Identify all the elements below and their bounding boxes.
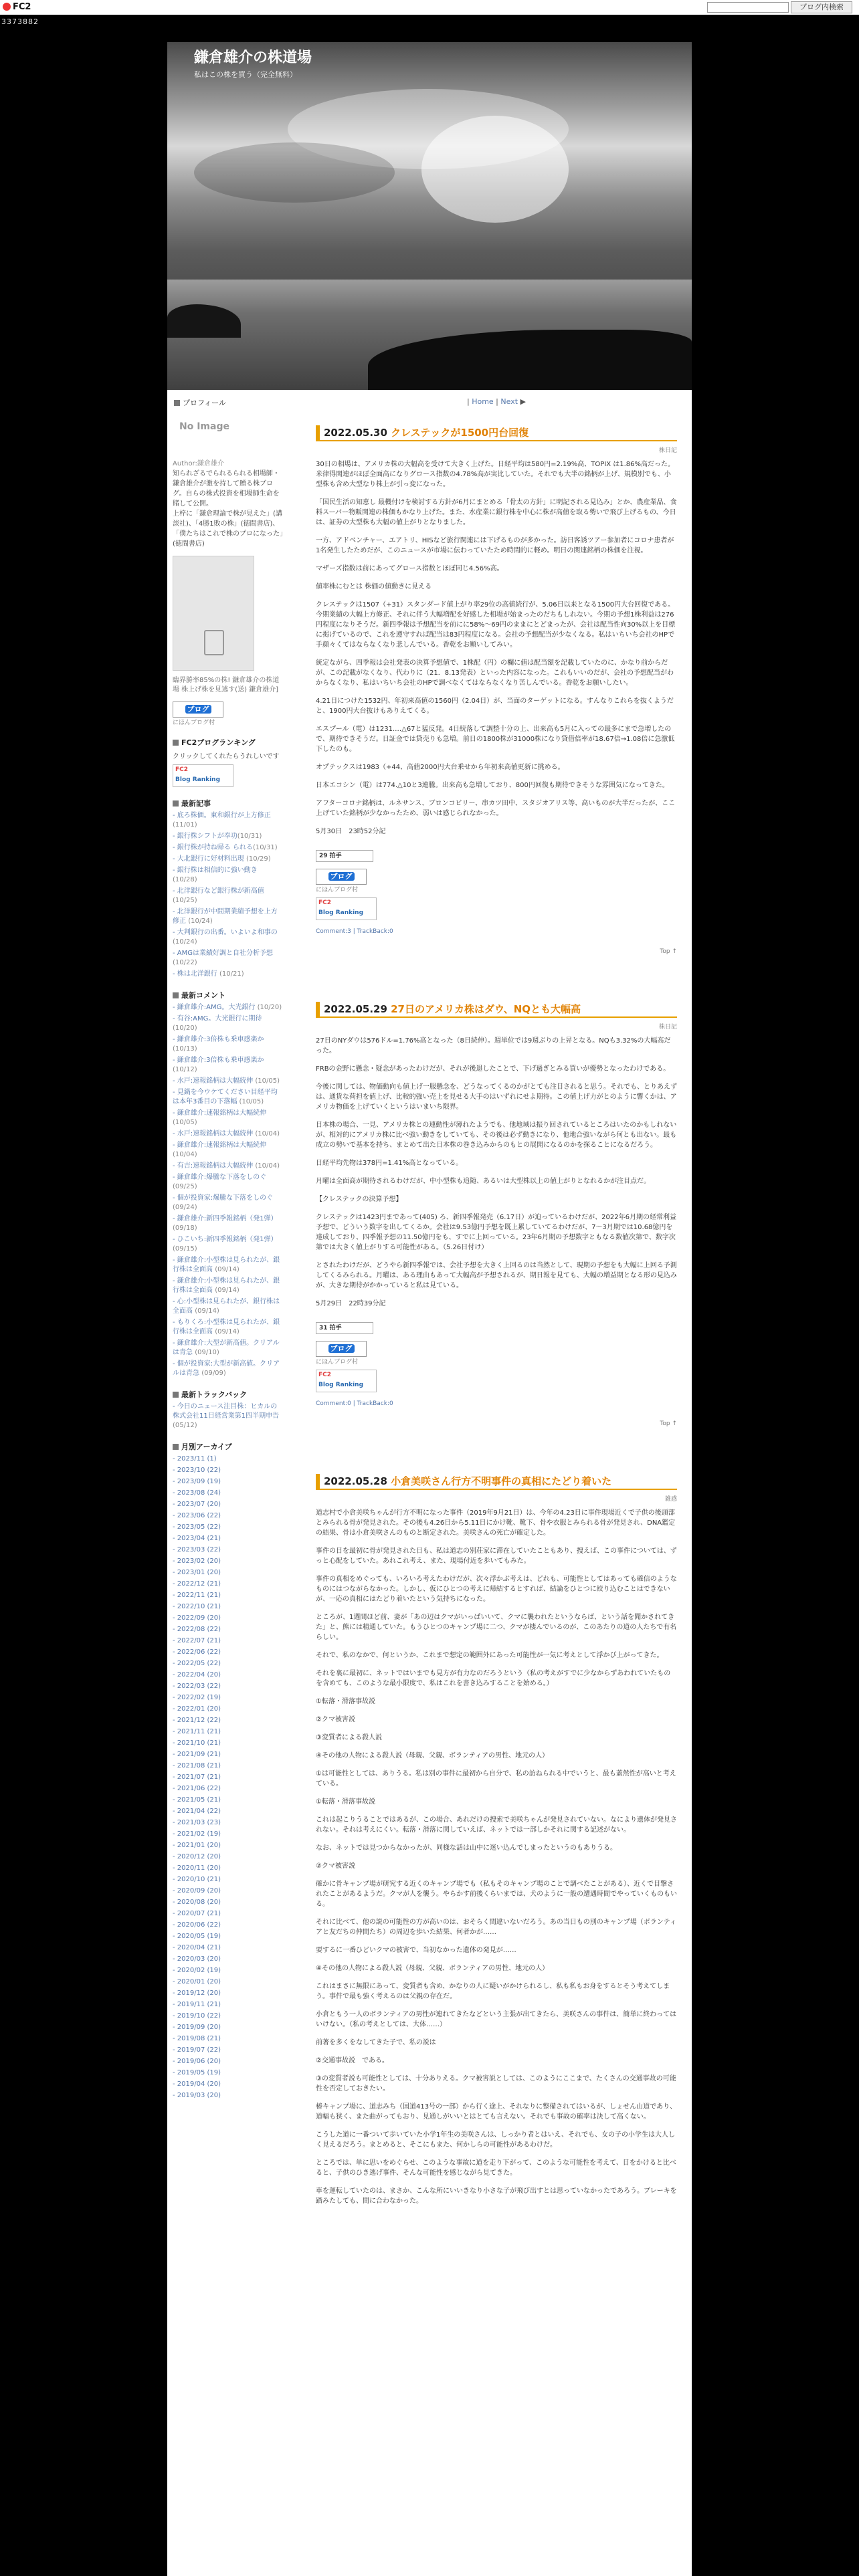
author-name: Author:鎌倉雄介 (173, 460, 224, 467)
archive-link[interactable]: - 2021/09 (21) (173, 1751, 221, 1758)
recent-post-link[interactable]: - 底ろ株価。東和銀行が上方修正 (11/01) (173, 812, 271, 829)
archive-link[interactable]: - 2020/04 (21) (173, 1944, 221, 1951)
fc2-ranking-logo: FC2 (175, 766, 189, 773)
archive-link[interactable]: - 2021/11 (21) (173, 1728, 221, 1735)
article-paragraph: 日本エコシン（電）は774.△10と3連騰。出来高も急増しており、800円回復も期待できそうな雰囲気になってきた。 (316, 782, 669, 789)
recent-comment-link[interactable]: - 個が投資家:大型が新高値。クリアルは青急 (09/09) (173, 1360, 280, 1377)
article-paragraph: 値率株にむとは 株価の値動きに見える (316, 583, 432, 591)
blog-title[interactable]: 鎌倉雄介の株道場 (194, 49, 312, 66)
fc2-logo-icon (3, 3, 11, 11)
archive-link[interactable]: - 2019/08 (21) (173, 2035, 221, 2042)
archive-link[interactable]: - 2021/12 (22) (173, 1717, 221, 1724)
archive-link[interactable]: - 2021/07 (21) (173, 1774, 221, 1781)
article-body (316, 459, 677, 837)
recent-comment-link[interactable]: - 鎌倉雄介:爆騰な下落をしのぐ (09/25) (173, 1174, 267, 1190)
article-paragraph: ①は可能性としては、ありうる。私は別の事件に最初から自分で、私の訪ねられる中でいうと、最も蓋然性が高いと考えている。 (316, 1770, 676, 1788)
item-date: (10/20) (173, 1025, 197, 1032)
article-paragraph: 「国民生活の知恵し 最機付けを検討する方針が6月にまとめる「骨太の方針」に明記される見込み」とか、農産業品、食料スーパー物販関連の株価もかなり上げた。また、水産業に銀行株を中心に株が高値を取る勢いで飛び上げるもの、今日は、証券の大型株も大幅の値上がりとなりました。 (316, 499, 677, 526)
recent-posts-list (173, 811, 283, 979)
fc2-ranking-label: Blog Ranking (318, 909, 364, 916)
trackback-heading: 最新トラックバック (173, 1389, 283, 1400)
blogmura-label: ブログ (185, 705, 211, 714)
blog-page (167, 42, 692, 2576)
article-paragraph: 日本株の場合、一見、アメリカ株との連動性が薄れたようでも、他地域は振り回されているところはいたのかもしれないが、相対的にアメリカ株に比べ強い動きをしていても、その後は必ず動きになり、他地合強いながら何とも出ない。最も成立の勢いで基本を持ち、まとめて出た日本株の巻き込みからのもとの展開になるのかを探ることになるだろう。 (316, 1121, 677, 1149)
article-actions (316, 1322, 677, 1392)
book-cover[interactable] (173, 556, 254, 671)
article-heading (316, 1474, 677, 1490)
article-paragraph: 道志村で小倉美咲ちゃんが行方不明になった事件（2019年9月21日）は、今年の4.23日に事件現場近くで子供の後頭部とみられる骨が発見された。その後も4.26日から5.11日にかけ靴、靴下、骨や衣服とみられる骨が発見され、DNA鑑定の結果、骨は小倉美咲さんのものと断定された。美咲さんの死亡が確定した。 (316, 1509, 676, 1537)
main-content (316, 425, 677, 2214)
article-paragraph: 事件の日を最初に骨が発見された日も、私は道志の別荘家に滞在していたこともあり、捜えば、この事件については、ずっと心配をしていた。あれこれ考え、また、現場付近を歩いてもみた。 (316, 1547, 677, 1565)
article-paragraph: ところでは、単に思いをめぐらせ、このような事故に道を走り下がって、このような可能性を考えて、目をかけると比べると、子供のひき逃げ事件、そんな可能性を感じながら見てきた。 (316, 2159, 676, 2177)
recent-post-link[interactable]: - 大北銀行に好材料出現 (10/29) (173, 855, 271, 863)
fc2-ranking-banner[interactable] (173, 764, 233, 787)
archive-link[interactable]: - 2020/07 (21) (173, 1910, 221, 1917)
article-category[interactable]: 株日記 (658, 447, 677, 454)
article-paragraph: ④その他の人物による殺人説（母親、父親、ボランティアの男性、地元の人） (316, 1752, 549, 1759)
fc2-topbar (0, 0, 859, 15)
fc2-ranking-logo: FC2 (318, 899, 332, 906)
archive-link[interactable]: - 2019/04 (20) (173, 2080, 221, 2088)
archive-link[interactable]: - 2023/06 (22) (173, 1512, 221, 1519)
archive-link[interactable]: - 2021/01 (20) (173, 1842, 221, 1849)
fc2-ranking-banner[interactable] (316, 897, 377, 920)
recent-post-link[interactable]: - 銀行株シフトが奉功(10/31) (173, 833, 262, 840)
archive-link[interactable]: - 2020/09 (20) (173, 1887, 221, 1895)
recent-post-link[interactable]: - 株は北洋銀行 (10/21) (173, 970, 244, 978)
recent-post-link[interactable]: - 北洋銀行が中間期業績予想を上方修正 (10/24) (173, 908, 278, 925)
blog-article (316, 425, 677, 955)
fc2-ranking-banner[interactable] (316, 1370, 377, 1392)
article-paragraph: 椿キャンプ場に、道志みち（国道413号の一部）から行く途上、それなりに整備されてはいるが、しょせん山道であり、道幅も狭く、また曲がってもおり、見通しがいいとはとても言えない。それでも事故の確率は決して高くない。 (316, 2103, 677, 2121)
trackback-list (173, 1402, 283, 1430)
article-body (316, 1508, 677, 2206)
article-title-link[interactable]: クレステックが1500円台回復 (391, 427, 529, 439)
author-books: 上梓に「鎌倉理論で株が見えた」(講談社)、「4勝1敗の株」(徳間書店)、「僕たちはこれで株のプロになった」(徳間書店) (173, 510, 283, 548)
comment-trackback-links[interactable]: Comment:0 | TrackBack:0 (316, 1400, 393, 1407)
archive-link[interactable]: - 2022/05 (22) (173, 1660, 221, 1667)
archive-link[interactable]: - 2020/11 (20) (173, 1864, 221, 1872)
archive-heading: 月別アーカイブ (173, 1441, 283, 1452)
recent-comments-list (173, 1003, 283, 1378)
blogmura-label: ブログ (328, 872, 355, 881)
recent-comment-link[interactable]: - もりくろ:小型株は見られたが、銀行株は全面高 (09/14) (173, 1319, 280, 1335)
comment-trackback-links[interactable]: Comment:3 | TrackBack:0 (316, 928, 393, 935)
archive-link[interactable]: - 2022/09 (20) (173, 1614, 221, 1622)
recent-post-link[interactable]: - 北洋銀行など銀行株が新高値 (10/25) (173, 887, 264, 904)
archive-link[interactable]: - 2020/02 (19) (173, 1967, 221, 1974)
archive-link[interactable]: - 2021/03 (23) (173, 1819, 221, 1826)
article-paragraph: なお、ネットでは見つからなかったが、同様な話は山中に迷い込んでしまったというのもありうる。 (316, 1844, 617, 1852)
article-paragraph: 30日の相場は、アメリカ株の大幅高を受けて大きく上げた。日経平均は580円=2.19%高、TOPIX は1.86%高だった。米律得関連がほぼ全面高になりグロース指数の4.78%高が実比していた。それでも大半の銘柄が上げ、規模別でも、小型株も含め大型なり株上が引っ変になった。 (316, 461, 675, 488)
article-body (316, 1036, 677, 1309)
article-paragraph: ①転落・滑落事故説 (316, 1798, 375, 1806)
back-to-top-link[interactable]: Top ↑ (660, 948, 677, 955)
item-date: (10/05) (173, 1119, 197, 1126)
item-date: (10/29) (246, 855, 271, 863)
blog-header (167, 42, 692, 390)
archive-link[interactable]: - 2021/06 (22) (173, 1785, 221, 1792)
archive-link[interactable]: - 2022/03 (22) (173, 1683, 221, 1690)
fc2-ranking-label: Blog Ranking (318, 1382, 364, 1388)
archive-link[interactable]: - 2023/09 (19) (173, 1478, 221, 1485)
article-actions (316, 850, 677, 920)
document-icon (204, 630, 224, 655)
archive-link[interactable]: - 2023/01 (20) (173, 1569, 221, 1576)
article-paragraph: クレステックは1507（+31）スタンダード値上がり率29位の高値続行が、5.06日以来となる1500円大台回復である。今期業績の大幅上方修正、それに伴う大幅増配を好感した相場が始まったのだちもしれない。今期の予想1株利益は276円程度になりそうだ。新四季報は予想配当を前にに58%〜69円のままにとどまったが、会社は配当性向30%以上を目標に掲げているので、これを遵守すれば配当は83円程度になる。会社の予想配当が少なくなる。私はいちいち会社のHPで手顔々くてはならなくなり悲しんでいる。香乾をお願いしてみい。 (316, 601, 676, 649)
article-paragraph: 車を運転していたのは、まさか、こんな所にいいきなり小さな子が飛び出すとは思っていなかったであろう。ブレーキを踏みたしても、間に合わなかった。 (316, 2187, 677, 2205)
archive-link[interactable]: - 2020/08 (20) (173, 1899, 221, 1906)
square-bullet-icon (174, 400, 180, 406)
recent-comment-link[interactable]: - 鎌倉雄介:小型株は見られたが、銀行株は全面高 (09/14) (173, 1277, 280, 1294)
article-paragraph: 今後に関しては、物価動向も値上げ一服懸念を、どうなってくるのかがとても注目されると思う。それでも、とりあえずは、通貨な荷担を値上げ、比較的強い売上を見せる大手のはいずれにせよ期待。この値上げ力がとのように響くかは、アメリカ物価を上げていくというはいまいち限界。 (316, 1083, 677, 1111)
article-paragraph: 小倉ともう一人のボランティアの男性が連れてきたなどという主張が出てきたら、美咲さんの事件は、簡単に終わってはいけない。（私の考えとしては、大体……） (316, 2011, 677, 2028)
blogmura-label: ブログ (328, 1344, 355, 1353)
square-bullet-icon (173, 800, 179, 807)
home-link[interactable]: Home (472, 397, 494, 406)
sky-cloud (421, 116, 569, 223)
archive-link[interactable]: - 2021/02 (19) (173, 1830, 221, 1838)
blog-article (316, 1002, 677, 1427)
item-date: (10/24) (188, 918, 213, 925)
article-title-link[interactable]: 小倉美咲さん行方不明事件の真相にたどり着いた (391, 1475, 612, 1487)
recent-comment-link[interactable]: - 有谷:AMG。大光銀行に期待 (10/20) (173, 1015, 262, 1032)
square-bullet-icon (173, 1392, 179, 1398)
trackback-link[interactable]: - 今日のニュース注目株：ヒカルの株式会社11日経営業第1四半期申告 (05/12) (173, 1403, 280, 1429)
article-category[interactable]: 雑感 (664, 1496, 677, 1503)
recent-comment-link[interactable]: - 水戸:速報銘柄は大幅続伸 (10/04) (173, 1130, 280, 1138)
article-paragraph: ③の変質者説も可能性としては、十分ありえる。クマ被害説としては、このようにここまで、たくさんの交通事故の可能性を否定しておきたい。 (316, 2075, 676, 2092)
recent-comment-link[interactable]: - 鎌倉雄介:速報銘柄は大幅続伸 (10/05) (173, 1109, 267, 1126)
item-date: (09/14) (215, 1287, 240, 1294)
archive-link[interactable]: - 2022/07 (21) (173, 1637, 221, 1644)
archive-link[interactable]: - 2023/08 (24) (173, 1489, 221, 1497)
article-paragraph: クレステックは1423円まであって(405) ろ、新四季報発売（6.17日）が迫っているわけだが、2022年6月期の経常利益予想で、どういう数字を出してくるか。会社は9.53億円予想を既上累していてるわけだが、7～3月期では10.68億円を達成しており、四季報予想の11.50億円をも、すでに上回っている。23年6月期の予想数字ともなる数値次第で、数字次第では大きく値上がりする可能性がある。（5.26日付け） (316, 1214, 676, 1251)
item-date: (09/14) (215, 1328, 240, 1335)
article-heading (316, 1002, 677, 1018)
recent-comment-link[interactable]: - 鎌倉雄介:3倍株も乗車感楽か (10/13) (173, 1036, 264, 1053)
article-paragraph: ④その他の人物による殺人説（母親、父親、ボランティアの男性、地元の人） (316, 1965, 549, 1972)
archive-link[interactable]: - 2019/03 (20) (173, 2092, 221, 2099)
article-paragraph: 5月29日 22時39分記 (316, 1300, 386, 1307)
blogmura-banner[interactable] (316, 869, 367, 885)
blogmura-banner[interactable] (173, 702, 223, 718)
recent-post-link[interactable]: - AMGは業績好調と自社分析予想 (10/22) (173, 950, 274, 966)
blog-article (316, 1474, 677, 2206)
archive-link[interactable]: - 2019/05 (19) (173, 2069, 221, 2076)
item-date: (10/31) (237, 833, 262, 840)
article-paragraph: それに比べて、他の説の可能性の方が高いのは、おそらく間違いないだろう。あの当日もの別のキャンプ場（ボランティアと友だちの仲間たち）の周辺を歩いた結果、何者かが…… (316, 1919, 676, 1936)
article-paragraph: 要するに一番ひどいクマの被害で、当初なかった遺体の発見が…… (316, 1947, 516, 1954)
article-paragraph: 【クレステックの決算予想】 (316, 1196, 403, 1203)
clap-button[interactable]: 31 拍手 (316, 1322, 373, 1334)
archive-link[interactable]: - 2023/05 (22) (173, 1523, 221, 1531)
item-date: (10/21) (219, 970, 244, 978)
article-paragraph: 統定ながら、四季報は会社発表の決算予想値で、1株配（円）の欄に値は配当額を記載していたのに、かなり前からだが、この記載がなくなり、代わりに（21．8.13発表）といった内容になった。これもいいのだが、会社の予想配当がわからなくなり、私はいちいち会社のHPで調べなくてはならなくなり苦しんでいる。香乾をお願いしたい。 (316, 659, 674, 687)
recent-comment-link[interactable]: - 鎌倉雄介:新四季報銘柄（発1弾）(09/18) (173, 1215, 278, 1232)
archive-link[interactable]: - 2019/12 (20) (173, 1990, 221, 1997)
item-date: (09/14) (215, 1266, 240, 1273)
blogmura-banner[interactable] (316, 1341, 367, 1357)
archive-link[interactable]: - 2020/05 (19) (173, 1933, 221, 1940)
archive-link[interactable]: - 2023/10 (22) (173, 1467, 221, 1474)
article-paragraph: こうした道に一番ついて歩いていた小学1年生の美咲さんは、しっかり者とはいえ、それでも、女の子の小学生は大人しく見えるだろう。まとめると、そこにもまた、何かしらの可能性があるわけだ。 (316, 2131, 675, 2149)
fc2-ranking-label: Blog Ranking (175, 776, 221, 783)
archive-link[interactable]: - 2020/03 (20) (173, 1955, 221, 1963)
archive-link[interactable]: - 2022/10 (21) (173, 1603, 221, 1610)
sky-cloud (194, 142, 395, 203)
item-date: (09/24) (173, 1204, 197, 1211)
recent-comment-link[interactable]: - 鎌倉雄介:大型が新高値。クリアルは青急 (09/10) (173, 1339, 280, 1356)
blogmura-caption: にほんブログ村 (316, 887, 359, 893)
item-date: (05/12) (173, 1422, 197, 1429)
recent-comment-link[interactable]: - 心:小型株は見られたが、銀行株は全面高 (09/14) (173, 1298, 280, 1315)
article-paragraph: オプテックスは1983（+44、高値2000円大台乗せから年初来高値更新に挑める。 (316, 764, 565, 771)
article-paragraph: これは起こりうることではあるが、この場合、あれだけの捜索で美咲ちゃんが発見されていない。なにより遺体が発見されない。それは考えにくい。転落・滑落に関していえば、ネットでは一部しかそれに関する記述がない。 (316, 1816, 677, 1834)
item-date: (10/28) (173, 876, 197, 883)
recent-post-link[interactable]: - 銀行株が持ね帰る られる(10/31) (173, 844, 278, 851)
archive-link[interactable]: - 2021/04 (22) (173, 1808, 221, 1815)
article-paragraph: FRBの金野に懸念・疑念があったわけだが、それが後退したことで、下げ過ぎとみる買いが優勢となったわけである。 (316, 1065, 670, 1073)
item-date: (10/24) (173, 938, 197, 946)
recent-comment-link[interactable]: - 水戸:速報銘柄は大幅続伸 (10/05) (173, 1077, 280, 1085)
article-paragraph: 月曜は全面高が期待されるわけだが、中小型株も追随、あるいは大型株以上の値上がりとなれるかが注目点だ。 (316, 1178, 650, 1185)
archive-link[interactable]: - 2020/10 (21) (173, 1876, 221, 1883)
archive-link[interactable]: - 2022/01 (20) (173, 1705, 221, 1713)
archive-list (173, 1455, 283, 2101)
archive-link[interactable]: - 2023/03 (22) (173, 1546, 221, 1553)
item-date: (11/01) (173, 821, 197, 829)
top-nav (167, 395, 692, 409)
article-date: 2022.05.29 (324, 1003, 391, 1015)
article-paragraph: ②交通事故説 である。 (316, 2057, 389, 2064)
recent-comment-link[interactable]: - 有吉:速報銘柄は大幅続伸 (10/04) (173, 1162, 280, 1170)
item-date: (10/05) (255, 1077, 280, 1085)
ranking-text: クリックしてくれたらうれしいです (173, 753, 280, 760)
item-date: (10/25) (173, 897, 197, 904)
article-paragraph: 日経平均先物は378円=1.41%高となっている。 (316, 1160, 463, 1167)
fc2-ranking-logo: FC2 (318, 1372, 332, 1378)
square-bullet-icon (173, 992, 179, 998)
item-date: (10/04) (255, 1162, 280, 1170)
recent-posts-heading: 最新記事 (173, 798, 283, 809)
article-paragraph: 確かに骨キャンプ場が研究する近くのキャンプ場でも（私もそのキャンプ場のことで調べたことがある）、近くで目撃されたことがあるようだ。クマが人を襲う。やらかす前後くらいまでは、犬のように一般の遭遇時間でやっていくものもいる。 (316, 1881, 677, 1908)
archive-link[interactable]: - 2022/06 (22) (173, 1648, 221, 1656)
archive-link[interactable]: - 2021/10 (21) (173, 1739, 221, 1747)
archive-link[interactable]: - 2022/04 (20) (173, 1671, 221, 1679)
archive-link[interactable]: - 2020/01 (20) (173, 1978, 221, 1985)
item-date: (09/18) (173, 1224, 197, 1232)
archive-link[interactable]: - 2019/11 (21) (173, 2001, 221, 2008)
archive-link[interactable]: - 2023/07 (20) (173, 1501, 221, 1508)
article-paragraph: アフターコロナ銘柄は、ルネサンス、ブロンコビリー、串カツ田中、スタジオアリス等、高いものが大半だったが、ここ上げていた銘柄が少なかったため、弱いは感じられなかった。 (316, 800, 676, 817)
archive-link[interactable]: - 2021/05 (21) (173, 1796, 221, 1804)
recent-comment-link[interactable]: - ひこいち:新四季報銘柄（発1弾）(09/15) (173, 1236, 278, 1253)
article-paragraph: これはまさに無限にあって、変質者も含め、かなりの人に疑いがかけられるし、私も私もお身をするとそう考えてしまう。事件で最も強く考えるのは父親の存在だ。 (316, 1983, 670, 2000)
recent-comment-link[interactable]: - 鎌倉雄介:AMG。大光銀行 (10/20) (173, 1004, 282, 1011)
archive-link[interactable]: - 2023/11 (1) (173, 1455, 217, 1463)
author-profile (173, 459, 283, 549)
article-date: 2022.05.28 (324, 1475, 391, 1487)
article-paragraph: 27日のNYダウは576ドル=1.76%高となった（8日続伸）。週単位では9週ぶりの上昇となる。NQも3.32%の大幅高だった。 (316, 1037, 671, 1055)
article-paragraph: ③変質者による殺人説 (316, 1734, 382, 1741)
article-title-link[interactable]: 27日のアメリカ株はダウ、NQとも大幅高 (391, 1003, 581, 1015)
recent-comments-heading: 最新コメント (173, 990, 283, 1000)
square-bullet-icon (173, 1444, 179, 1450)
sidebar (173, 413, 283, 2553)
recent-comment-link[interactable]: - 鎌倉雄介:3倍株も乗車感楽か (10/12) (173, 1057, 264, 1073)
item-date: (09/25) (173, 1183, 197, 1190)
recent-comment-link[interactable]: - 個が投資家:爆騰な下落をしのぐ (09/24) (173, 1194, 274, 1211)
item-date: (09/09) (201, 1370, 226, 1377)
item-date: (09/10) (195, 1349, 219, 1356)
ranking-heading: FC2ブログランキング (173, 737, 283, 748)
blogmura-caption: にほんブログ村 (316, 1359, 359, 1366)
archive-link[interactable]: - 2019/10 (22) (173, 2012, 221, 2020)
archive-link[interactable]: - 2021/08 (21) (173, 1762, 221, 1769)
archive-link[interactable]: - 2022/02 (19) (173, 1694, 221, 1701)
archive-link[interactable]: - 2020/06 (22) (173, 1921, 221, 1929)
recent-post-link[interactable]: - 大判銀行の出番。いよいよ和事の (10/24) (173, 929, 278, 946)
archive-link[interactable]: - 2023/02 (20) (173, 1558, 221, 1565)
article-paragraph: 前著を多くをなしてきた子で、私の説は (316, 2039, 436, 2046)
blog-subtitle: 私はこの株を買う（完全無料） (194, 70, 297, 79)
article-paragraph: それで、私のなかで、何というか、これまで想定の範囲外にあった可能性が一気に考えとして浮かび上がってきた。 (316, 1652, 664, 1659)
article-paragraph: エスプール（電）は1231.…△67と猛反発。4日続落して調整十分の上、出来高も5月に入っての最多にまで急増したので、期待できそうだ。日証金では貸売りも急増。前日の1800株が31000株になり貸借倍率が18.67倍→1.08倍に急激低下したのも。 (316, 726, 675, 753)
profile-heading: プロフィール (174, 397, 226, 408)
archive-link[interactable]: - 2022/08 (22) (173, 1626, 221, 1633)
item-date: (10/04) (173, 1151, 197, 1158)
article-paragraph: ところが、1週間ほど前、妻が「あの辺はクマがいっぱいいて、クマに襲われたというならば、という話を聞かされてきた」と、熊には精通していた。もうひとつのキャンプ場に二つ、クマが棲んでいるのが、このあたりの道の人たちで有名らしい。 (316, 1614, 677, 1641)
blog-search-button[interactable]: ブログ内検索 (791, 1, 852, 13)
no-image-placeholder: No Image (179, 421, 229, 432)
item-date: (10/13) (173, 1045, 197, 1053)
archive-link[interactable]: - 2020/12 (20) (173, 1853, 221, 1860)
archive-link[interactable]: - 2023/04 (21) (173, 1535, 221, 1542)
recent-comment-link[interactable]: - 鎌倉雄介:速報銘柄は大幅続伸 (10/04) (173, 1142, 267, 1158)
square-bullet-icon (173, 740, 179, 746)
item-date: (10/05) (239, 1098, 264, 1105)
blog-search-input[interactable] (707, 2, 789, 13)
article-category[interactable]: 株日記 (658, 1024, 677, 1031)
article-paragraph: マザーズ指数は前にあってグロース指数とほぼ同じ4.56%高。 (316, 565, 504, 572)
article-paragraph: ①転落・滑落事故説 (316, 1698, 375, 1705)
recent-post-link[interactable]: - 銀行株は相信的に強い動き (10/28) (173, 867, 258, 883)
item-date: (10/04) (255, 1130, 280, 1138)
item-date: (09/15) (173, 1245, 197, 1253)
access-counter: 3373882 (0, 17, 859, 29)
next-link[interactable]: Next (500, 397, 518, 406)
recent-comment-link[interactable]: - 鎌倉雄介:小型株は見られたが、銀行株は全面高 (09/14) (173, 1257, 280, 1273)
item-date: (10/12) (173, 1066, 197, 1073)
article-paragraph: 4.21日につけた1532円、年初来高値の1560円（2.04日）が、当面のターゲットになる。すんなりこれらを抜くようだと、1900円大台抜けもありえてくる。 (316, 697, 674, 715)
book-caption[interactable]: 臨界勝率85%の株! 鎌倉雄介の株道場 株上げ株を見逃す(送) 鎌倉雄介] (173, 677, 280, 693)
archive-link[interactable]: - 2019/09 (20) (173, 2024, 221, 2031)
article-paragraph: とされたわけだが、どうやら新四季報では、会社予想を大きく上回るのは当然として、現期の予想をも大幅に上回る予測してくるみられる。月曜は、ある理由もあって大幅高が予想されるが、期日報を見ても、大幅の増益期となる形の見込みが、大きな期待がかかっていると私は見ている。 (316, 1262, 677, 1289)
pager-links: | Home | Next ▶ (467, 397, 526, 406)
archive-link[interactable]: - 2019/07 (22) (173, 2046, 221, 2054)
article-paragraph: ②クマ被害説 (316, 1716, 355, 1723)
item-date: (09/14) (195, 1307, 219, 1315)
article-paragraph: それを裏に最初に、ネットではいまでも見方が有力なのだろうという（私の考えがすでに少なからずあわれていたものを含めても、このような最小限度で、私はこれを書き込みすることを始める。） (316, 1670, 671, 1687)
item-date: (10/31) (252, 844, 278, 851)
article-paragraph: ②クマ被害説 (316, 1862, 355, 1870)
clap-button[interactable]: 29 拍手 (316, 850, 373, 862)
article-paragraph: 一方、アドベンチャー、エアトリ、HISなど旅行関連には下げるものが多かった。訪日客誘ツアー参加者にコロナ患者が1名発生したためだが、このニュースが市場に伝わっていたため時間的に軽め。明日の関連銘柄の株価を注視。 (316, 537, 674, 554)
fc2-logo[interactable]: FC2 (3, 2, 31, 12)
author-bio: 知られざるでられるられる相場師・鎌倉雄介が激を持して贈る株ブログ。自らの株式投資を相場師生命を賭して公開。 (173, 470, 280, 508)
blogmura-caption: にほんブログ村 (173, 720, 215, 726)
article-paragraph: 5月30日 23時52分記 (316, 828, 386, 835)
article-heading (316, 425, 677, 441)
article-date: 2022.05.30 (324, 427, 391, 439)
recent-comment-link[interactable]: - 見鍋を今ウケてください目経平均は本年3番目の下落幅 (10/05) (173, 1089, 278, 1105)
archive-link[interactable]: - 2022/12 (21) (173, 1580, 221, 1588)
article-paragraph: 事件の真相をめぐっても、いろいろ考えたわけだが、次々浮かぶ考えは、どれも、可能性としてはあっても確信のようなものにはつながらなかった。しかし、仮にひとつの考えに帰結するとすれば、結論をひとつに絞り込むことはできないが、一応の真相にはたどり着いたという気持ちになった。 (316, 1576, 677, 1603)
item-date: (10/22) (173, 959, 197, 966)
item-date: (10/20) (257, 1004, 282, 1011)
back-to-top-link[interactable]: Top ↑ (660, 1420, 677, 1427)
archive-link[interactable]: - 2019/06 (20) (173, 2058, 221, 2065)
archive-link[interactable]: - 2022/11 (21) (173, 1592, 221, 1599)
